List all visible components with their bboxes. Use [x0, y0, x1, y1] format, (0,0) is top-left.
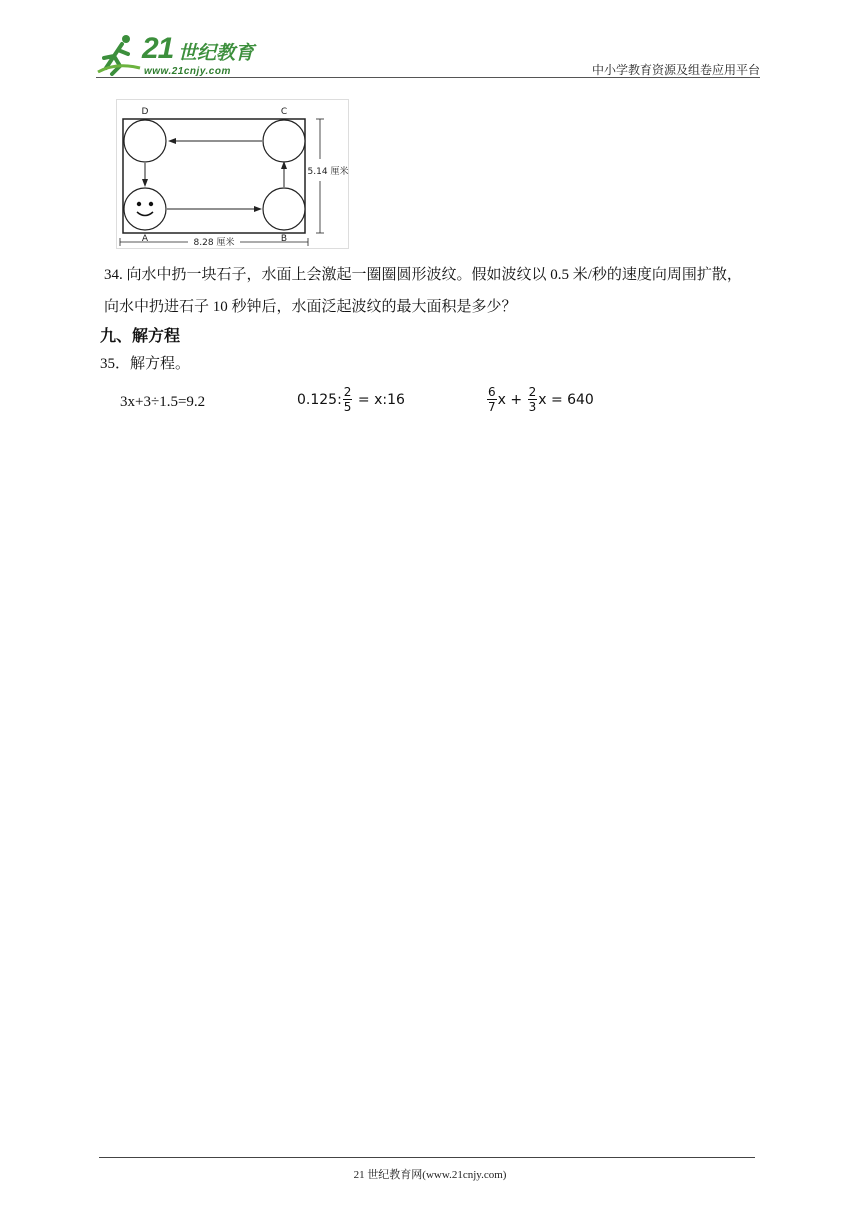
equation-1: 3x+3÷1.5=9.2: [120, 394, 206, 410]
circle-d: [124, 120, 166, 162]
fraction: $\frac{2}{3}$: [528, 385, 537, 414]
logo-url: www.21cnjy.com: [144, 66, 231, 77]
section-title: 九、解方程: [100, 326, 181, 345]
page-footer: 21 世纪教育网(www.21cnjy.com): [353, 1169, 507, 1181]
runner-logo-icon: [96, 32, 146, 76]
circle-a: [124, 188, 166, 230]
equation-3: $\frac{6}{7}$ x + $\frac{2}{3}$ x = 640: [488, 385, 594, 414]
label-d: D: [141, 107, 149, 117]
fraction: $\frac{6}{7}$: [488, 385, 496, 414]
question-34-line-2: 向水中扔进石子 10 秒钟后，水面泛起波纹的最大面积是多少？: [104, 299, 517, 315]
question-34-line-1: 34. 向水中扔一块石子，水面上会激起一圈圈圆形波纹。假如波纹以 0.5 米/秒的速度向周围扩散，: [104, 267, 742, 283]
header-tagline: 中小学教育资源及组卷应用平台: [591, 63, 760, 77]
width-label: 8.28 厘米: [193, 238, 235, 248]
label-b: B: [280, 234, 288, 244]
header-divider: [96, 77, 760, 78]
circle-path-figure: [116, 99, 349, 249]
equation-2: 0.125: $\frac{2}{5}$ = x:16: [297, 385, 405, 414]
footer-divider: [99, 1157, 755, 1158]
label-a: A: [141, 234, 149, 244]
logo: [96, 32, 266, 76]
logo-text: 世纪教育: [178, 42, 255, 64]
page-header: [96, 30, 760, 78]
circle-b: [263, 188, 305, 230]
logo-number: 21: [142, 32, 174, 65]
fraction: $\frac{2}{5}$: [343, 385, 352, 414]
label-c: C: [280, 107, 288, 117]
height-label: 5.14 厘米: [307, 167, 349, 177]
circle-c: [263, 120, 305, 162]
question-34: [104, 259, 776, 323]
question-35-title: 35．解方程。: [100, 356, 191, 372]
